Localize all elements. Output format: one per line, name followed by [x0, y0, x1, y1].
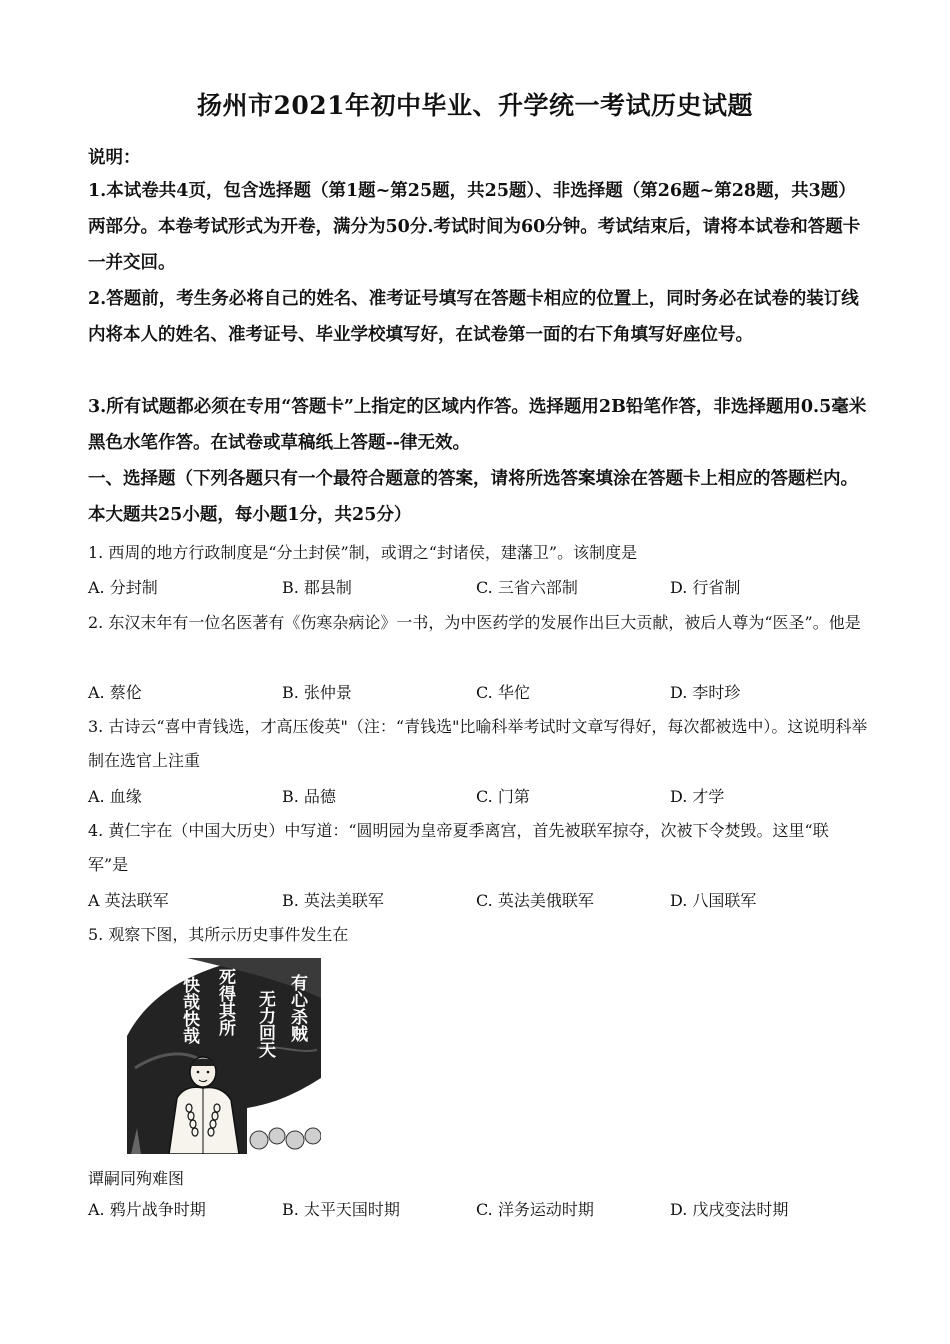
- option-b: B. 英法美联军: [282, 891, 384, 910]
- option-b: B. 太平天国时期: [282, 1200, 400, 1219]
- option-a: A. 鸦片战争时期: [88, 1200, 206, 1219]
- calligraphy-col-1: 有心杀贼: [287, 974, 307, 1042]
- option-b: B. 品德: [282, 787, 336, 806]
- instruction-1: 1.本试卷共4页，包含选择题（第1题~第25题，共25题）、非选择题（第26题~第28题，共3题）两部分。本卷考试形式为开卷，满分为50分.考试时间为60分钟。考试结束后，请将本试卷和答题卡一并交回。: [88, 181, 861, 273]
- question-1-options: [88, 571, 868, 605]
- tan-sitong-illustration: [127, 958, 321, 1154]
- calligraphy-col-4: 快哉快哉: [179, 976, 199, 1044]
- option-a: A. 血缘: [88, 787, 142, 806]
- instructions-heading: 说明：: [88, 148, 141, 168]
- option-c: C. 门第: [476, 787, 530, 806]
- option-a: A. 分封制: [88, 578, 158, 597]
- question-4: 4. 黄仁宇在（中国大历史）中写道：“圆明园为皇帝夏季离宫，首先被联军掠夺，次被下令焚毁。这里“联军”是: [88, 821, 829, 874]
- question-3: 3. 古诗云“喜中青钱选，才高压俊英"（注：“青钱选"比喻科举考试时文章写得好，每次都被选中）。这说明科举制在选官上注重: [88, 717, 868, 770]
- question-5-options: [88, 1193, 868, 1227]
- page-title: 扬州市2021年初中毕业、升学统一考试历史试题: [196, 91, 754, 120]
- option-a: A. 蔡伦: [88, 683, 142, 702]
- option-c: C. 华佗: [476, 683, 530, 702]
- illustration-svg: [127, 958, 321, 1154]
- question-2: 2. 东汉末年有一位名医著有《伤寒杂病论》一书，为中医药学的发展作出巨大贡献，被后人尊为“医圣”。他是: [88, 613, 861, 632]
- option-c: C. 英法美俄联军: [476, 891, 594, 910]
- question-1: 1. 西周的地方行政制度是“分土封侯”制，或谓之“封诸侯，建藩卫”。该制度是: [88, 543, 638, 562]
- question-5: 5. 观察下图，其所示历史事件发生在: [88, 925, 349, 944]
- question-4-options: [88, 884, 868, 918]
- calligraphy-col-2: 无力回天: [255, 990, 275, 1058]
- question-2-options: [88, 676, 868, 710]
- image-caption: 谭嗣同殉难图: [88, 1169, 185, 1188]
- option-d: D. 八国联军: [670, 891, 757, 910]
- instruction-2: 2.答题前，考生务必将自己的姓名、准考证号填写在答题卡相应的位置上，同时务必在试卷的装订线内将本人的姓名、准考证号、毕业学校填写好，在试卷第一面的右下角填写好座位号。: [88, 289, 859, 345]
- option-d: D. 才学: [670, 787, 725, 806]
- option-b: B. 张仲景: [282, 683, 352, 702]
- option-b: B. 郡县制: [282, 578, 352, 597]
- option-c: C. 三省六部制: [476, 578, 578, 597]
- option-d: D. 戊戌变法时期: [670, 1200, 789, 1219]
- option-d: D. 行省制: [670, 578, 741, 597]
- option-d: D. 李时珍: [670, 683, 741, 702]
- option-c: C. 洋务运动时期: [476, 1200, 594, 1219]
- option-a: A 英法联军: [88, 891, 169, 910]
- section-heading: 一、选择题（下列各题只有一个最符合题意的答案，请将所选答案填涂在答题卡上相应的答题栏内。本大题共25小题，每小题1分，共25分）: [88, 469, 858, 525]
- question-3-options: [88, 780, 868, 814]
- instruction-3: 3.所有试题都必须在专用“答题卡”上指定的区域内作答。选择题用2B铅笔作答，非选择题用0.5毫米黑色水笔作答。在试卷或草稿纸上答题--律无效。: [88, 397, 867, 453]
- calligraphy-col-3: 死得其所: [215, 968, 235, 1036]
